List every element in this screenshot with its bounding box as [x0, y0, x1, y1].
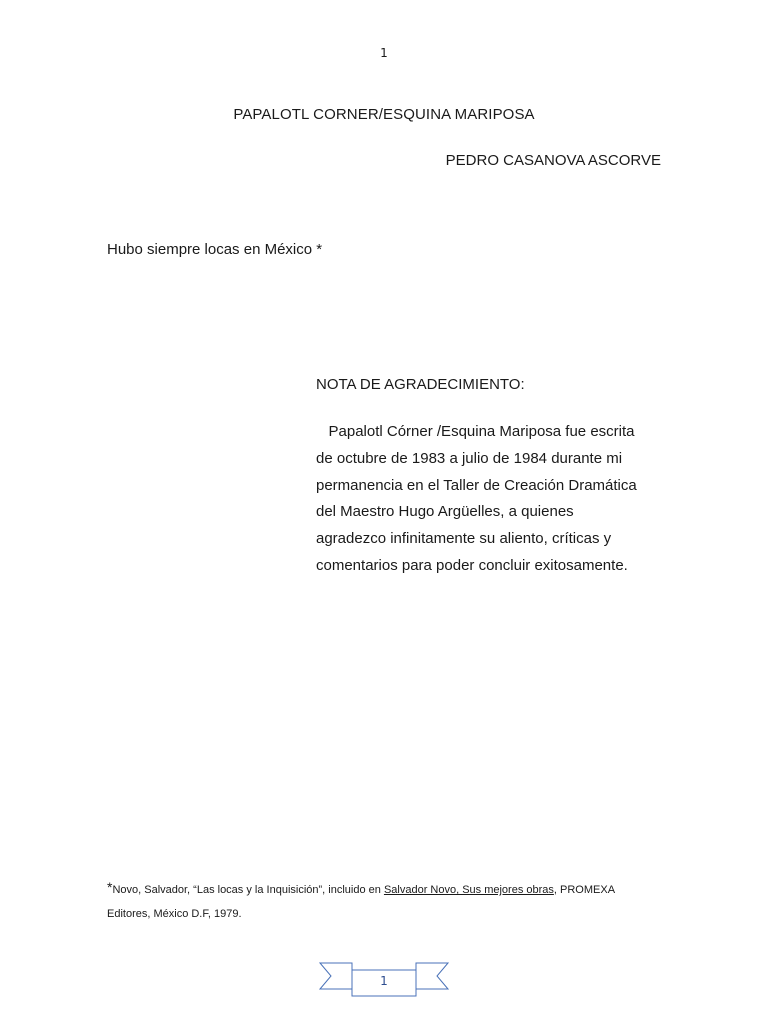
ribbon-left-tail [320, 963, 352, 989]
note-line: permanencia en el Taller de Creación Dramática [316, 476, 637, 494]
footnote-text: Novo, Salvador, “Las locas y la Inquisición”, incluido en [112, 884, 384, 896]
epigraph: Hubo siempre locas en México * [107, 241, 323, 258]
footnote [107, 875, 667, 926]
footnote-line-1 [107, 875, 667, 902]
ribbon-right-tail [416, 963, 448, 989]
author-name: PEDRO CASANOVA ASCORVE [445, 152, 661, 169]
document-title: PAPALOTL CORNER/ESQUINA MARIPOSA [233, 106, 535, 123]
footnote-text-after: , PROMEXA [553, 884, 616, 896]
note-body [316, 419, 656, 580]
footnote-book-title: Salvador Novo, Sus mejores obras [383, 884, 554, 896]
footnote-mark: * [107, 879, 113, 895]
footer-page-number: 1 [380, 974, 388, 988]
footnote-line-2: Editores, México D.F, 1979. [107, 908, 242, 920]
note-line: del Maestro Hugo Argüelles, a quienes [316, 503, 574, 521]
note-line: de octubre de 1983 a julio de 1984 durante mi [316, 449, 623, 467]
note-line: comentarios para poder concluir exitosamente. [316, 556, 628, 574]
header-page-number: 1 [380, 46, 388, 60]
footer-ribbon [319, 958, 449, 1000]
note-heading: NOTA DE AGRADECIMIENTO: [316, 376, 525, 393]
note-line: Papalotl Córner /Esquina Mariposa fue escrita [316, 423, 635, 440]
note-line: agradezco infinitamente su aliento, críticas y [316, 530, 612, 548]
